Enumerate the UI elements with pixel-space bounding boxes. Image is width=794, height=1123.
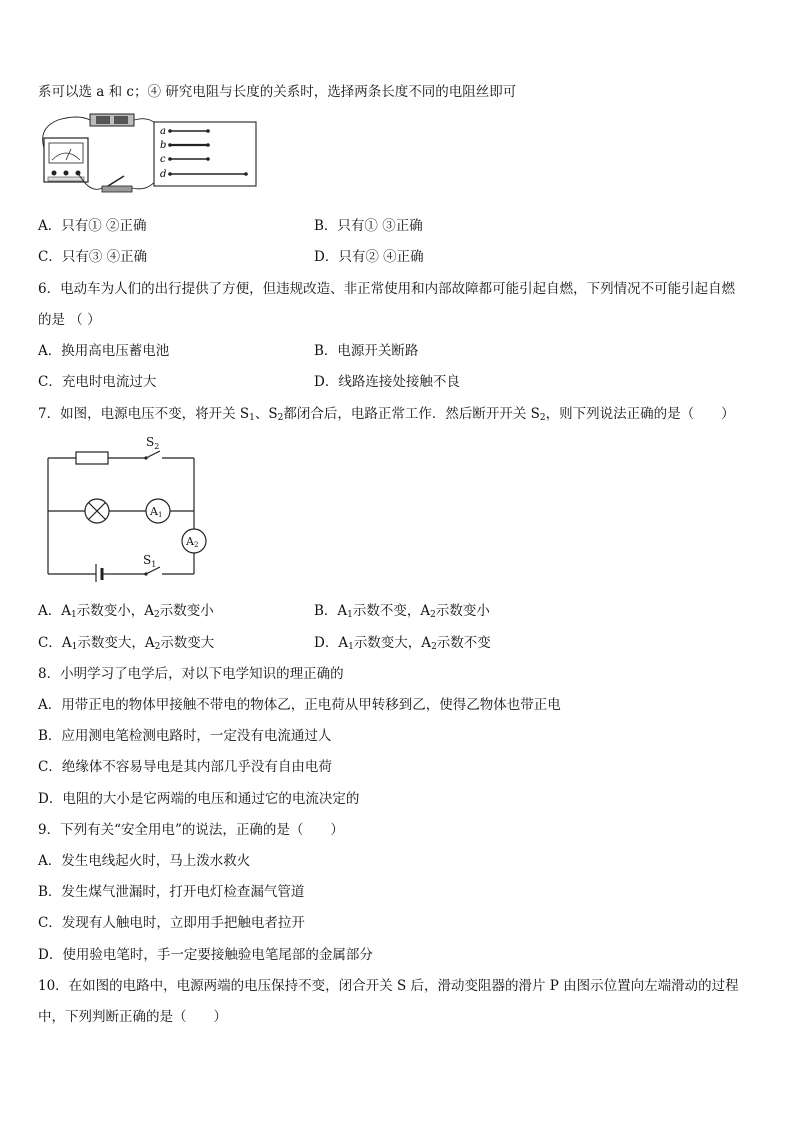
q7-option-d[interactable]: D．$A_1$示数变大，$A_2$示数不变 (314, 635, 491, 652)
q7-option-c[interactable]: C．$A_1$示数变大，$A_2$示数变大 (38, 635, 215, 652)
q5-option-b[interactable]: B．只有① ③正确 (314, 218, 423, 234)
svg-text:c: c (160, 154, 166, 165)
q8-option-c[interactable]: C．绝缘体不容易导电是其内部几乎没有自由电荷 (38, 759, 332, 775)
q8-option-d[interactable]: D．电阻的大小是它两端的电压和通过它的电流决定的 (38, 791, 360, 807)
knife-switch-icon (102, 176, 132, 192)
q7-stem: 7．如图，电源电压不变，将开关 $S_1$、$S_2$都闭合后，电路正常工作．然后断开开关 $S_2$，则下列说法正确的是（ ） (38, 406, 735, 423)
q7-option-b[interactable]: B．$A_1$示数不变，$A_2$示数变小 (314, 603, 490, 620)
q6-option-b[interactable]: B．电源开关断路 (314, 343, 419, 359)
battery-box-icon (90, 114, 134, 126)
ammeter-device-icon (44, 138, 88, 182)
q9-option-c[interactable]: C．发现有人触电时，立即用手把触电者拉开 (38, 915, 305, 931)
label-a1: A1 (150, 505, 163, 519)
intro-line: 系可以选 a 和 c；④ 研究电阻与长度的关系时，选择两条长度不同的电阻丝即可 (38, 84, 517, 100)
svg-text:a: a (160, 126, 166, 137)
q7-option-a[interactable]: A．$A_1$示数变小，$A_2$示数变小 (38, 603, 214, 620)
q9-option-a[interactable]: A．发生电线起火时，马上泼水救火 (38, 853, 251, 869)
q5-option-c[interactable]: C．只有③ ④正确 (38, 249, 148, 265)
label-s2: $S_2$ (146, 435, 160, 451)
q8-stem: 8．小明学习了电学后，对以下电学知识的理正确的 (38, 666, 344, 682)
q8-option-b[interactable]: B．应用测电笔检测电路时，一定没有电流通过人 (38, 728, 332, 744)
q9-option-d[interactable]: D．使用验电笔时，手一定要接触验电笔尾部的金属部分 (38, 947, 373, 963)
svg-text:b: b (160, 140, 167, 151)
q10-stem-line-1: 10．在如图的电路中，电源两端的电压保持不变，闭合开关 S 后，滑动变阻器的滑片 P 由图示位置向左端滑动的过程 (38, 978, 739, 994)
q6-option-c[interactable]: C．充电时电流过大 (38, 374, 157, 390)
label-a2: A2 (186, 535, 199, 549)
q5-option-a[interactable]: A．只有① ②正确 (38, 218, 147, 234)
q9-stem: 9．下列有关“安全用电”的说法，正确的是（ ） (38, 822, 344, 838)
q5-option-d[interactable]: D．只有② ④正确 (314, 249, 424, 265)
resistor-icon (76, 452, 108, 464)
q9-option-b[interactable]: B．发生煤气泄漏时，打开电灯检查漏气管道 (38, 884, 305, 900)
q6-option-d[interactable]: D．线路连接处接触不良 (314, 374, 460, 390)
svg-text:d: d (160, 169, 167, 180)
battery-icon (96, 564, 110, 582)
label-s1: $S_1$ (143, 553, 157, 569)
q6-option-a[interactable]: A．换用高电压蓄电池 (38, 343, 170, 359)
resistance-wire-figure (38, 108, 260, 194)
q10-stem-line-2: 中，下列判断正确的是（ ） (38, 1009, 227, 1025)
circuit-diagram-q7 (38, 432, 218, 582)
q8-option-a[interactable]: A．用带正电的物体甲接触不带电的物体乙，正电荷从甲转移到乙，使得乙物体也带正电 (38, 697, 561, 713)
q6-stem-line-2: 的是 （ ） (38, 312, 101, 328)
q6-stem-line-1: 6．电动车为人们的出行提供了方便，但违规改造、非正常使用和内部故障都可能引起自燃，下列情况不可能引起自燃 (38, 281, 736, 297)
